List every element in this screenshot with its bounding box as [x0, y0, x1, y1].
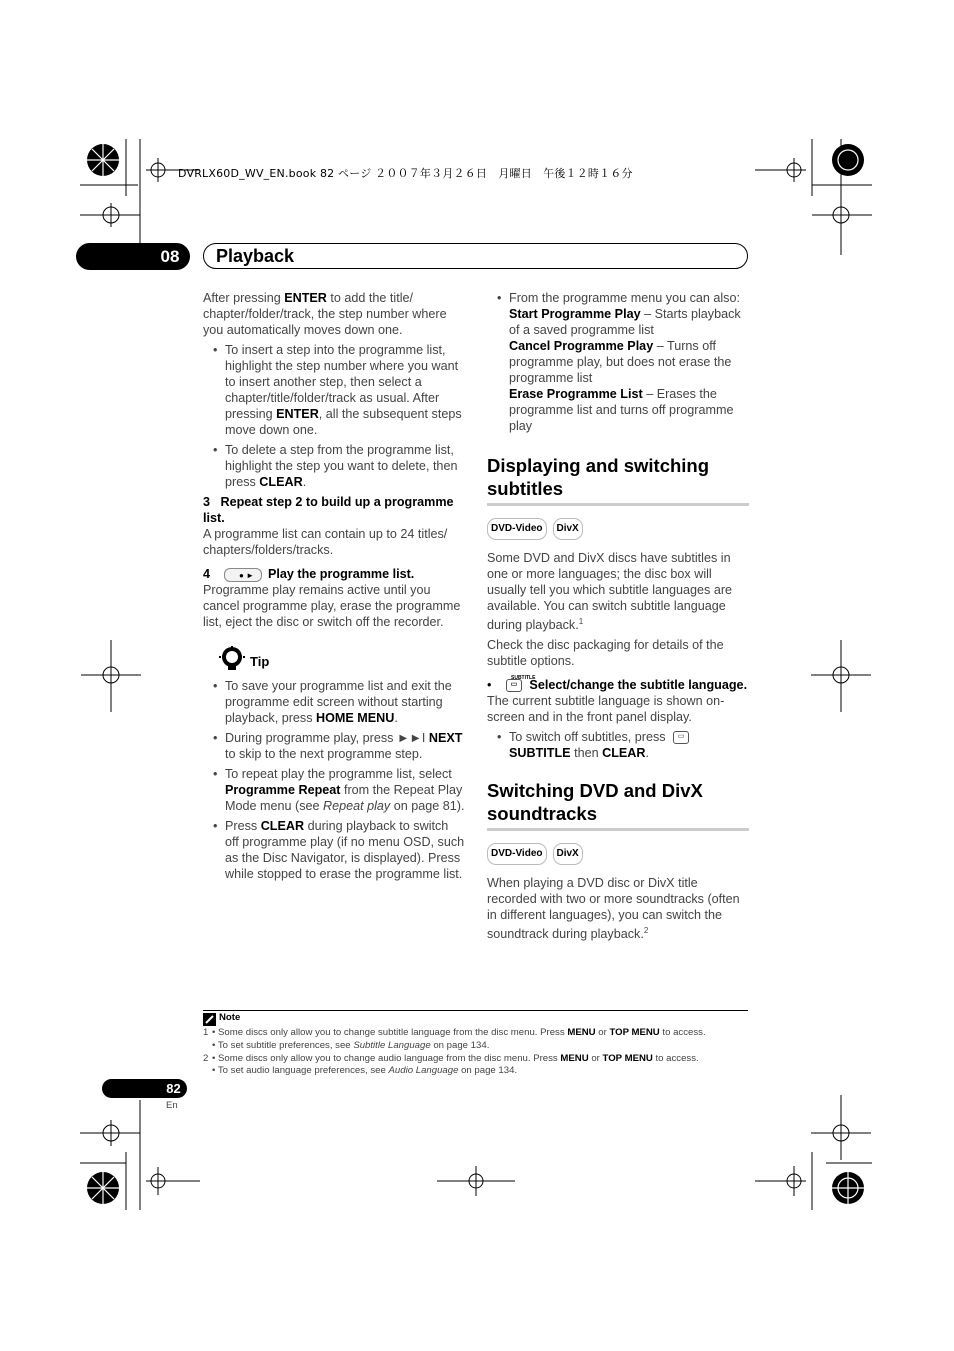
format-badges: [487, 843, 749, 865]
footnotes: [203, 1010, 748, 1078]
divx-badge: DivX: [553, 843, 583, 865]
subtitles-paragraph-2: Check the disc packaging for details of the subtitle options.: [487, 638, 724, 669]
subtitle-step: SUBTITLE • ▭ Select/change the subtitle language.: [487, 675, 748, 693]
tip-heading: Tip: [203, 646, 465, 672]
page-language: En: [166, 1100, 178, 1111]
play-button-icon: ● ►: [224, 568, 262, 582]
step-4-body: Programme play remains active until you cancel programme play, erase the programme list, eject the disc or switch off the recorder.: [203, 583, 461, 629]
chapter-number: 08: [160, 247, 180, 266]
tip-item: • Press CLEAR during playback to switch off programme play (if no menu OSD, such as the Disc Navigator, is displayed). Press while stopped to erase the programme list.: [203, 818, 465, 882]
chapter-title: Playback: [216, 246, 295, 266]
print-header-line: DVRLX60D_WV_EN.book 82 ページ ２００７年３月２６日 月曜日 午後１２時１６分: [178, 167, 633, 180]
subtitles-paragraph: Some DVD and DivX discs have subtitles in one or more languages; the disc box will usually tell you which subtitle languages are available. You can switch subtitle language during playback.$^1$: [487, 551, 733, 633]
step-3-heading: 3 Repeat step 2 to build up a programme list.: [203, 495, 454, 525]
section-heading-subtitles: Displaying and switching subtitles: [487, 455, 710, 499]
left-column: [203, 290, 465, 882]
footnote-1: 1 • Some discs only allow you to change subtitle language from the disc menu. Press MENU or TOP MENU to access. • To set subtitle preferences, see Subtitle Language on page 134.: [203, 1027, 706, 1051]
tip-item: • During programme play, press ►►I NEXT to skip to the next programme step.: [203, 730, 465, 762]
format-badges: [487, 518, 749, 540]
subtitle-icon: ▭: [673, 731, 689, 744]
dvd-video-badge: DVD-Video: [487, 843, 547, 865]
tip-item: • To save your programme list and exit the programme edit screen without starting playback, press HOME MENU.: [203, 678, 465, 726]
subtitle-icon: ▭: [506, 679, 522, 692]
note-pencil-icon: [203, 1013, 216, 1026]
dvd-video-badge: DVD-Video: [487, 518, 547, 540]
list-item: • To delete a step from the programme list, highlight the step you want to delete, then press CLEAR.: [203, 442, 465, 490]
tip-item: • To repeat play the programme list, select Programme Repeat from the Repeat Play Mode menu (see Repeat play on page 81).: [203, 766, 465, 814]
subtitle-step-body: The current subtitle language is shown on-screen and in the front panel display.: [487, 694, 725, 725]
divx-badge: DivX: [553, 518, 583, 540]
list-item: • To switch off subtitles, press ▭ SUBTITLE then CLEAR.: [487, 729, 749, 761]
list-item: • From the programme menu you can also: Start Programme Play – Starts playback of a saved programme list Cancel Programme Play – Turns off programme play, but does not erase the programme list Erase Programme List – Erases the programme list and turns off programme play: [487, 290, 749, 434]
soundtracks-paragraph: When playing a DVD disc or DivX title recorded with two or more soundtracks (often in different languages), you can switch the soundtrack during playback.$^2$: [487, 876, 740, 942]
page-number: 82: [166, 1081, 181, 1096]
list-item: • To insert a step into the programme list, highlight the step number where you want to insert another step, then select a chapter/title/folder/track as usual. After pressing ENTER, all the subsequent steps move down one.: [203, 342, 465, 438]
step-3-body: A programme list can contain up to 24 titles/ chapters/folders/tracks.: [203, 527, 448, 557]
note-heading: Note: [203, 1011, 748, 1027]
right-column: [487, 290, 749, 942]
footnote-2: 2 • Some discs only allow you to change audio language from the disc menu. Press MENU or TOP MENU to access. • To set audio language preferences, see Audio Language on page 134.: [203, 1052, 699, 1077]
step-4-heading: 4 ● ► Play the programme list.: [203, 567, 415, 581]
intro-paragraph: After pressing ENTER to add the title/ chapter/folder/track, the step number where you automatically moves down one.: [203, 291, 447, 337]
lightbulb-icon: [219, 646, 245, 672]
section-heading-soundtracks: Switching DVD and DivX soundtracks: [487, 780, 703, 825]
